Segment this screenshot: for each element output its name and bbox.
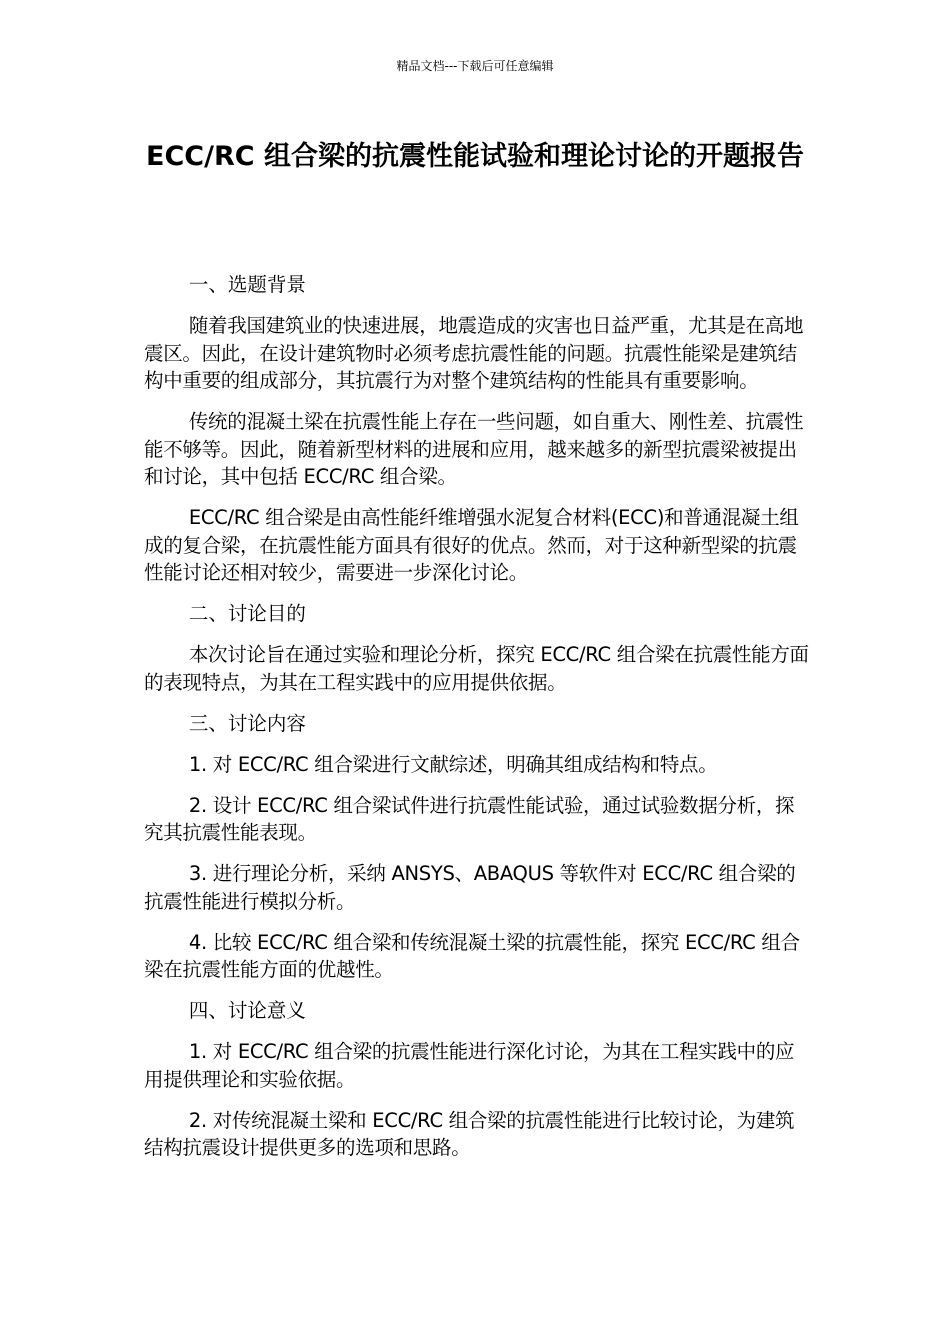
paragraph: 随着我国建筑业的快速进展，地震造成的灾害也日益严重，尤其是在高地震区。因此，在设计建筑物时必须考虑抗震性能的问题。抗震性能梁是建筑结构中重要的组成部分，其抗震行为对整个建筑结构的性能具有重要影响。 <box>144 314 804 392</box>
list-item: 3. 进行理论分析，采纳 ANSYS、ABAQUS 等软件对 ECC/RC 组合梁的抗震性能进行模拟分析。 <box>144 862 796 913</box>
paragraph: 本次讨论旨在通过实验和理论分析，探究 ECC/RC 组合梁在抗震性能方面的表现特点，为其在工程实践中的应用提供依据。 <box>144 643 809 694</box>
document-title: ECC/RC 组合梁的抗震性能试验和理论讨论的开题报告 <box>146 141 804 172</box>
section-background <box>144 271 810 587</box>
list-item: 1. 对 ECC/RC 组合梁的抗震性能进行深化讨论，为其在工程实践中的应用提供理论和实验依据。 <box>144 1040 795 1091</box>
section-heading: 三、讨论内容 <box>188 711 306 735</box>
list-item: 2. 设计 ECC/RC 组合梁试件进行抗震性能试验，通过试验数据分析，探究其抗震性能表现。 <box>144 793 795 844</box>
list-item: 1. 对 ECC/RC 组合梁进行文献综述，明确其组成结构和特点。 <box>188 752 718 776</box>
section-significance <box>144 997 810 1162</box>
section-purpose <box>144 600 810 696</box>
section-content <box>144 710 810 984</box>
paragraph: 传统的混凝土梁在抗震性能上存在一些问题，如自重大、刚性差、抗震性能不够等。因此，随着新型材料的进展和应用，越来越多的新型抗震梁被提出和讨论，其中包括 ECC/RC 组合梁。 <box>144 410 804 488</box>
header-note: 精品文档---下载后可任意编辑 <box>396 59 554 73</box>
section-heading: 二、讨论目的 <box>188 602 306 625</box>
section-heading: 四、讨论意义 <box>188 999 306 1022</box>
list-item: 4. 比较 ECC/RC 组合梁和传统混凝土梁的抗震性能，探究 ECC/RC 组合梁在抗震性能方面的优越性。 <box>144 930 800 981</box>
section-heading: 一、选题背景 <box>188 273 306 296</box>
paragraph: ECC/RC 组合梁是由高性能纤维增强水泥复合材料(ECC)和普通混凝土组成的复合梁，在抗震性能方面具有很好的优点。然而，对于这种新型梁的抗震性能讨论还相对较少，需要进一步深化讨论。 <box>144 506 799 584</box>
document-body <box>144 271 810 1175</box>
list-item: 2. 对传统混凝土梁和 ECC/RC 组合梁的抗震性能进行比较讨论，为建筑结构抗震设计提供更多的选项和思路。 <box>144 1108 795 1159</box>
